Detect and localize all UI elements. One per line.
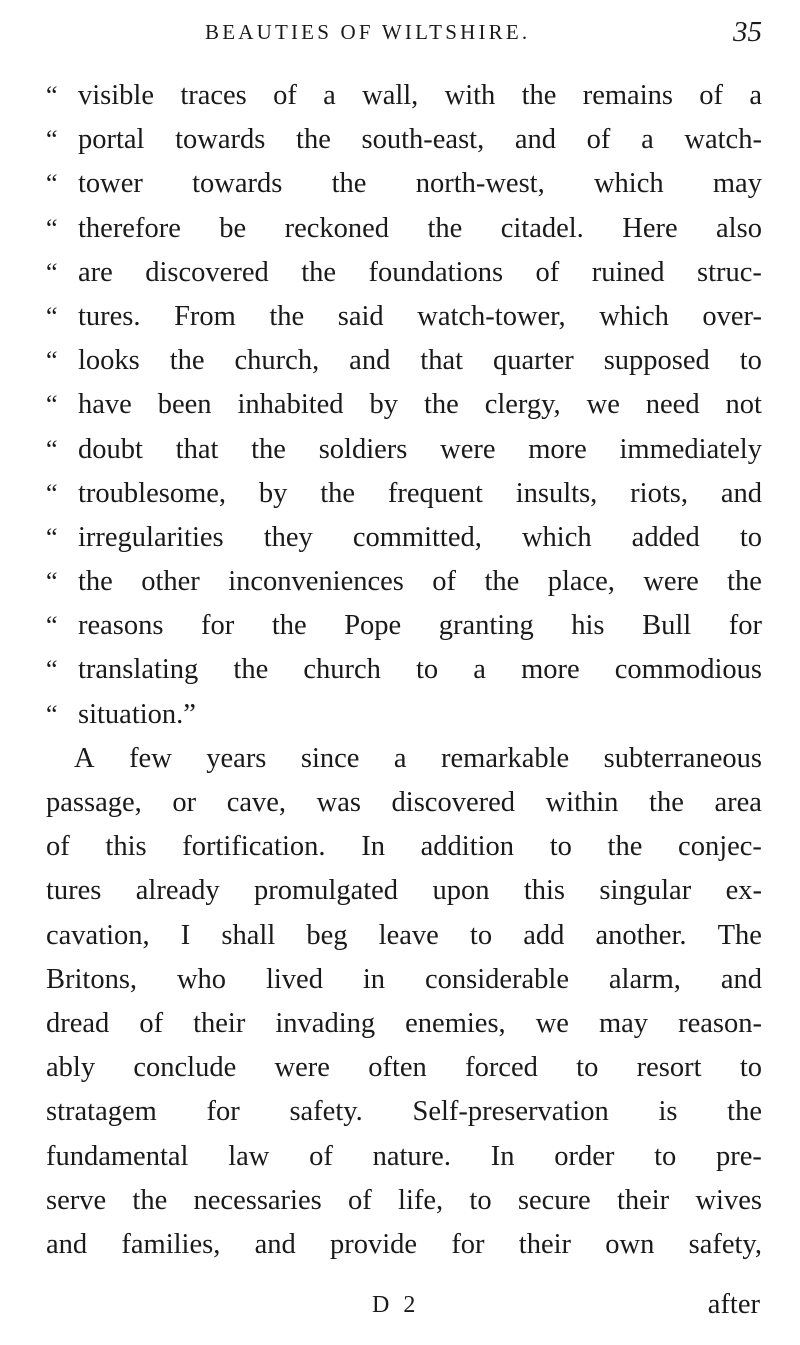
- word: soldiers: [318, 433, 408, 465]
- line-text: [78, 604, 762, 648]
- word: that: [175, 433, 219, 465]
- word: shall: [221, 919, 276, 951]
- paragraph-line: [46, 1179, 762, 1223]
- quoted-line: [46, 560, 762, 604]
- running-title: BEAUTIES OF WILTSHIRE.: [205, 20, 531, 44]
- word: of: [348, 1184, 372, 1216]
- word: I: [180, 919, 191, 951]
- word: the: [484, 566, 520, 598]
- word: quarter: [493, 345, 574, 377]
- word: be: [219, 212, 247, 244]
- word: which: [521, 521, 592, 553]
- word: wall,: [362, 80, 419, 111]
- word: more: [521, 654, 580, 686]
- word: of: [139, 1007, 164, 1039]
- word: tures.: [78, 300, 141, 332]
- paragraph-line: [46, 869, 762, 913]
- word: to: [739, 345, 762, 377]
- page-footer: [0, 1290, 800, 1330]
- word: was: [316, 787, 361, 818]
- word: clergy,: [484, 389, 561, 421]
- line-text: [78, 74, 762, 118]
- word: frequent: [387, 477, 483, 509]
- word: invading: [275, 1007, 376, 1039]
- word: this: [105, 831, 147, 863]
- word: of: [699, 80, 724, 111]
- line-text: [78, 560, 762, 604]
- word: the: [521, 80, 557, 111]
- word: which: [593, 168, 664, 200]
- word: serve: [46, 1184, 107, 1216]
- paragraph-line: [46, 737, 762, 781]
- word: irregularities: [78, 521, 224, 553]
- word: enemies,: [405, 1007, 506, 1039]
- quote-mark: “: [46, 81, 58, 110]
- word: watch-tower,: [417, 300, 566, 332]
- word: towards: [192, 168, 283, 200]
- word: translating: [78, 654, 199, 686]
- word: Self-preservation: [412, 1096, 609, 1128]
- word: necessaries: [193, 1184, 322, 1216]
- word: within: [545, 787, 619, 818]
- word: situation.”: [78, 698, 196, 730]
- word: nature.: [372, 1140, 451, 1172]
- quote-mark: “: [46, 522, 58, 552]
- word: the: [423, 389, 459, 421]
- word: the: [251, 433, 286, 465]
- word: more: [528, 433, 587, 465]
- word: their: [518, 1228, 572, 1260]
- quote-mark: “: [46, 434, 58, 464]
- word: their: [616, 1184, 670, 1216]
- line-text: [78, 118, 762, 162]
- word: singular: [599, 875, 692, 907]
- quoted-line: [46, 251, 762, 295]
- word: law: [228, 1140, 270, 1172]
- word: fundamental: [46, 1140, 189, 1172]
- word: church: [303, 654, 381, 686]
- word: considerable: [424, 963, 569, 995]
- word: over-: [702, 300, 762, 332]
- word: dread: [46, 1007, 110, 1039]
- word: were: [643, 566, 699, 598]
- word: foundations: [368, 256, 504, 288]
- word: by: [369, 389, 398, 421]
- word: conjec-: [678, 831, 762, 863]
- word: discovered: [391, 787, 515, 818]
- word: doubt: [78, 433, 143, 465]
- word: cavation,: [46, 919, 150, 951]
- word: south-east,: [361, 124, 485, 156]
- quoted-line: [46, 472, 762, 516]
- word: may: [598, 1007, 649, 1039]
- quoted-line: [46, 207, 762, 251]
- word: of: [586, 124, 611, 156]
- word: lived: [265, 963, 323, 995]
- line-text: [78, 693, 762, 737]
- page-number: 35: [733, 16, 762, 48]
- line-text: [78, 251, 762, 295]
- word: a: [393, 742, 407, 774]
- word: remains: [582, 80, 673, 111]
- word: From: [174, 300, 236, 332]
- word: the: [78, 566, 113, 598]
- word: been: [157, 389, 212, 421]
- word: families,: [121, 1228, 221, 1260]
- word: in: [362, 963, 386, 995]
- word: the: [331, 168, 367, 200]
- word: to: [654, 1140, 677, 1172]
- word: subterraneous: [603, 742, 762, 774]
- word: inhabited: [237, 389, 344, 421]
- line-text: [78, 383, 762, 427]
- catchword: after: [707, 1289, 760, 1320]
- word: and: [254, 1228, 296, 1260]
- word: tower: [78, 168, 143, 200]
- word: which: [599, 300, 669, 332]
- word: need: [645, 389, 700, 421]
- word: Bull: [642, 610, 692, 642]
- word: and: [349, 345, 391, 377]
- word: were: [274, 1052, 330, 1084]
- word: they: [263, 521, 313, 553]
- paragraph-line: [46, 1002, 762, 1046]
- word: therefore: [78, 212, 181, 244]
- word: riots,: [630, 477, 688, 509]
- word: this: [523, 875, 565, 907]
- word: tures: [46, 875, 102, 907]
- line-text: [78, 428, 762, 472]
- word: also: [716, 212, 762, 244]
- quote-mark: “: [46, 169, 58, 199]
- word: provide: [330, 1228, 418, 1260]
- word: wives: [695, 1184, 762, 1216]
- paragraph-line: [46, 1090, 762, 1134]
- word: another.: [595, 919, 687, 951]
- word: we: [586, 389, 620, 421]
- word: In: [490, 1140, 515, 1172]
- word: A: [74, 742, 95, 774]
- word: the: [269, 300, 305, 332]
- word: with: [444, 80, 496, 111]
- word: towards: [175, 124, 266, 156]
- word: added: [631, 521, 700, 553]
- word: is: [658, 1096, 678, 1128]
- word: for: [201, 610, 235, 642]
- quote-mark: “: [46, 301, 58, 331]
- word: to: [469, 1184, 492, 1216]
- word: pre-: [716, 1140, 762, 1172]
- quote-mark: “: [46, 257, 58, 287]
- word: the: [427, 212, 463, 244]
- word: Pope: [344, 610, 402, 642]
- word: area: [714, 787, 762, 818]
- word: beg: [306, 919, 348, 951]
- quote-mark: “: [46, 478, 58, 508]
- word: the: [271, 610, 307, 642]
- word: upon: [432, 875, 490, 907]
- word: a: [473, 654, 486, 686]
- line-text: [78, 472, 762, 516]
- word: a: [641, 124, 654, 156]
- word: years: [206, 742, 267, 774]
- word: discovered: [145, 256, 269, 288]
- word: reason-: [678, 1007, 762, 1039]
- word: granting: [438, 610, 534, 642]
- word: fortification.: [182, 831, 326, 863]
- quote-mark: “: [46, 567, 58, 597]
- word: by: [258, 477, 288, 509]
- word: alarm,: [608, 963, 681, 995]
- word: insults,: [515, 477, 598, 509]
- word: were: [440, 433, 496, 465]
- word: to: [469, 919, 493, 951]
- word: In: [361, 831, 385, 863]
- word: conclude: [133, 1052, 237, 1084]
- word: watch-: [684, 124, 762, 156]
- word: troublesome,: [78, 477, 227, 509]
- word: or: [172, 787, 197, 818]
- word: visible: [78, 80, 154, 111]
- word: since: [300, 742, 360, 774]
- word: citadel.: [500, 212, 584, 244]
- word: to: [549, 831, 572, 863]
- word: a: [749, 80, 762, 111]
- quoted-line: [46, 693, 762, 737]
- line-text: [78, 162, 762, 206]
- word: and: [720, 963, 762, 995]
- body-text: [46, 74, 762, 1267]
- word: the: [607, 831, 643, 863]
- word: portal: [78, 124, 145, 156]
- word: commodious: [614, 654, 762, 686]
- word: secure: [517, 1184, 591, 1216]
- word: safety.: [289, 1096, 363, 1128]
- paragraph: [46, 737, 762, 1267]
- word: of: [309, 1140, 333, 1172]
- running-head: [0, 16, 800, 52]
- word: a: [323, 80, 336, 111]
- word: of: [273, 80, 297, 111]
- paragraph-line: [46, 1223, 762, 1267]
- paragraph-line: [46, 1046, 762, 1090]
- word: and: [46, 1228, 88, 1260]
- word: immediately: [619, 433, 762, 465]
- word: addition: [420, 831, 515, 863]
- line-text: [78, 295, 762, 339]
- word: struc-: [697, 256, 762, 288]
- word: often: [368, 1052, 427, 1084]
- word: remarkable: [441, 742, 570, 774]
- word: inconveniences: [228, 566, 404, 598]
- word: of: [46, 831, 70, 863]
- signature-mark: D 2: [372, 1292, 420, 1318]
- word: stratagem: [46, 1096, 157, 1128]
- paragraph-line: [46, 914, 762, 958]
- word: and: [720, 477, 762, 509]
- quoted-line: [46, 118, 762, 162]
- word: the: [132, 1184, 168, 1216]
- word: Here: [622, 212, 678, 244]
- word: supposed: [603, 345, 710, 377]
- word: of: [432, 566, 457, 598]
- word: the: [233, 654, 269, 686]
- quoted-passage: [46, 74, 762, 737]
- word: his: [571, 610, 605, 642]
- quoted-line: [46, 295, 762, 339]
- word: safety,: [688, 1228, 762, 1260]
- quote-mark: “: [46, 611, 58, 641]
- word: for: [728, 610, 762, 642]
- word: looks: [78, 345, 140, 377]
- word: to: [416, 654, 439, 686]
- paragraph-line: [46, 1135, 762, 1179]
- word: already: [135, 875, 220, 907]
- quoted-line: [46, 428, 762, 472]
- word: committed,: [352, 521, 482, 553]
- word: the: [649, 787, 684, 818]
- line-text: [78, 339, 762, 383]
- word: the: [301, 256, 337, 288]
- word: cave,: [226, 787, 287, 818]
- word: we: [535, 1007, 569, 1039]
- paragraph-line: [46, 781, 762, 825]
- word: may: [712, 168, 762, 200]
- quoted-line: [46, 339, 762, 383]
- quoted-line: [46, 604, 762, 648]
- word: passage,: [46, 787, 142, 818]
- line-text: [78, 516, 762, 560]
- word: said: [337, 300, 384, 332]
- word: forced: [465, 1052, 538, 1084]
- quote-mark: “: [46, 699, 58, 729]
- quote-mark: “: [46, 346, 58, 376]
- word: Britons,: [46, 963, 138, 995]
- word: for: [206, 1096, 240, 1128]
- word: the: [727, 1096, 762, 1128]
- word: other: [141, 566, 200, 598]
- word: The: [717, 919, 762, 951]
- quote-mark: “: [46, 655, 58, 685]
- word: the: [320, 477, 356, 509]
- word: the: [727, 566, 762, 598]
- word: the: [169, 345, 205, 377]
- word: reckoned: [284, 212, 390, 244]
- word: not: [725, 389, 762, 421]
- quoted-line: [46, 516, 762, 560]
- word: own: [605, 1228, 655, 1260]
- word: ex-: [725, 875, 762, 907]
- word: to: [576, 1052, 599, 1084]
- quoted-line: [46, 162, 762, 206]
- word: resort: [636, 1052, 702, 1084]
- line-text: [78, 648, 762, 692]
- paragraph-line: [46, 958, 762, 1002]
- word: their: [193, 1007, 246, 1039]
- word: to: [739, 521, 762, 553]
- word: add: [523, 919, 565, 951]
- word: and: [514, 124, 557, 156]
- quote-mark: “: [46, 213, 58, 243]
- word: reasons: [78, 610, 164, 642]
- quote-mark: “: [46, 125, 58, 155]
- word: ruined: [591, 256, 665, 288]
- quoted-line: [46, 74, 762, 118]
- word: north-west,: [415, 168, 545, 200]
- word: place,: [547, 566, 615, 598]
- word: to: [739, 1052, 762, 1084]
- word: who: [176, 963, 227, 995]
- word: have: [78, 389, 132, 421]
- word: church,: [234, 345, 320, 377]
- word: life,: [398, 1184, 444, 1216]
- quoted-line: [46, 648, 762, 692]
- word: for: [451, 1228, 485, 1260]
- word: promulgated: [254, 875, 399, 907]
- word: traces: [180, 80, 247, 111]
- quote-mark: “: [46, 390, 58, 420]
- paragraph-line: [46, 825, 762, 869]
- word: that: [420, 345, 464, 377]
- word: the: [296, 124, 331, 156]
- word: of: [535, 256, 560, 288]
- word: are: [78, 256, 113, 288]
- word: leave: [378, 919, 439, 951]
- word: ably: [46, 1052, 96, 1084]
- quoted-line: [46, 383, 762, 427]
- word: few: [129, 742, 172, 774]
- line-text: [78, 207, 762, 251]
- word: order: [554, 1140, 615, 1172]
